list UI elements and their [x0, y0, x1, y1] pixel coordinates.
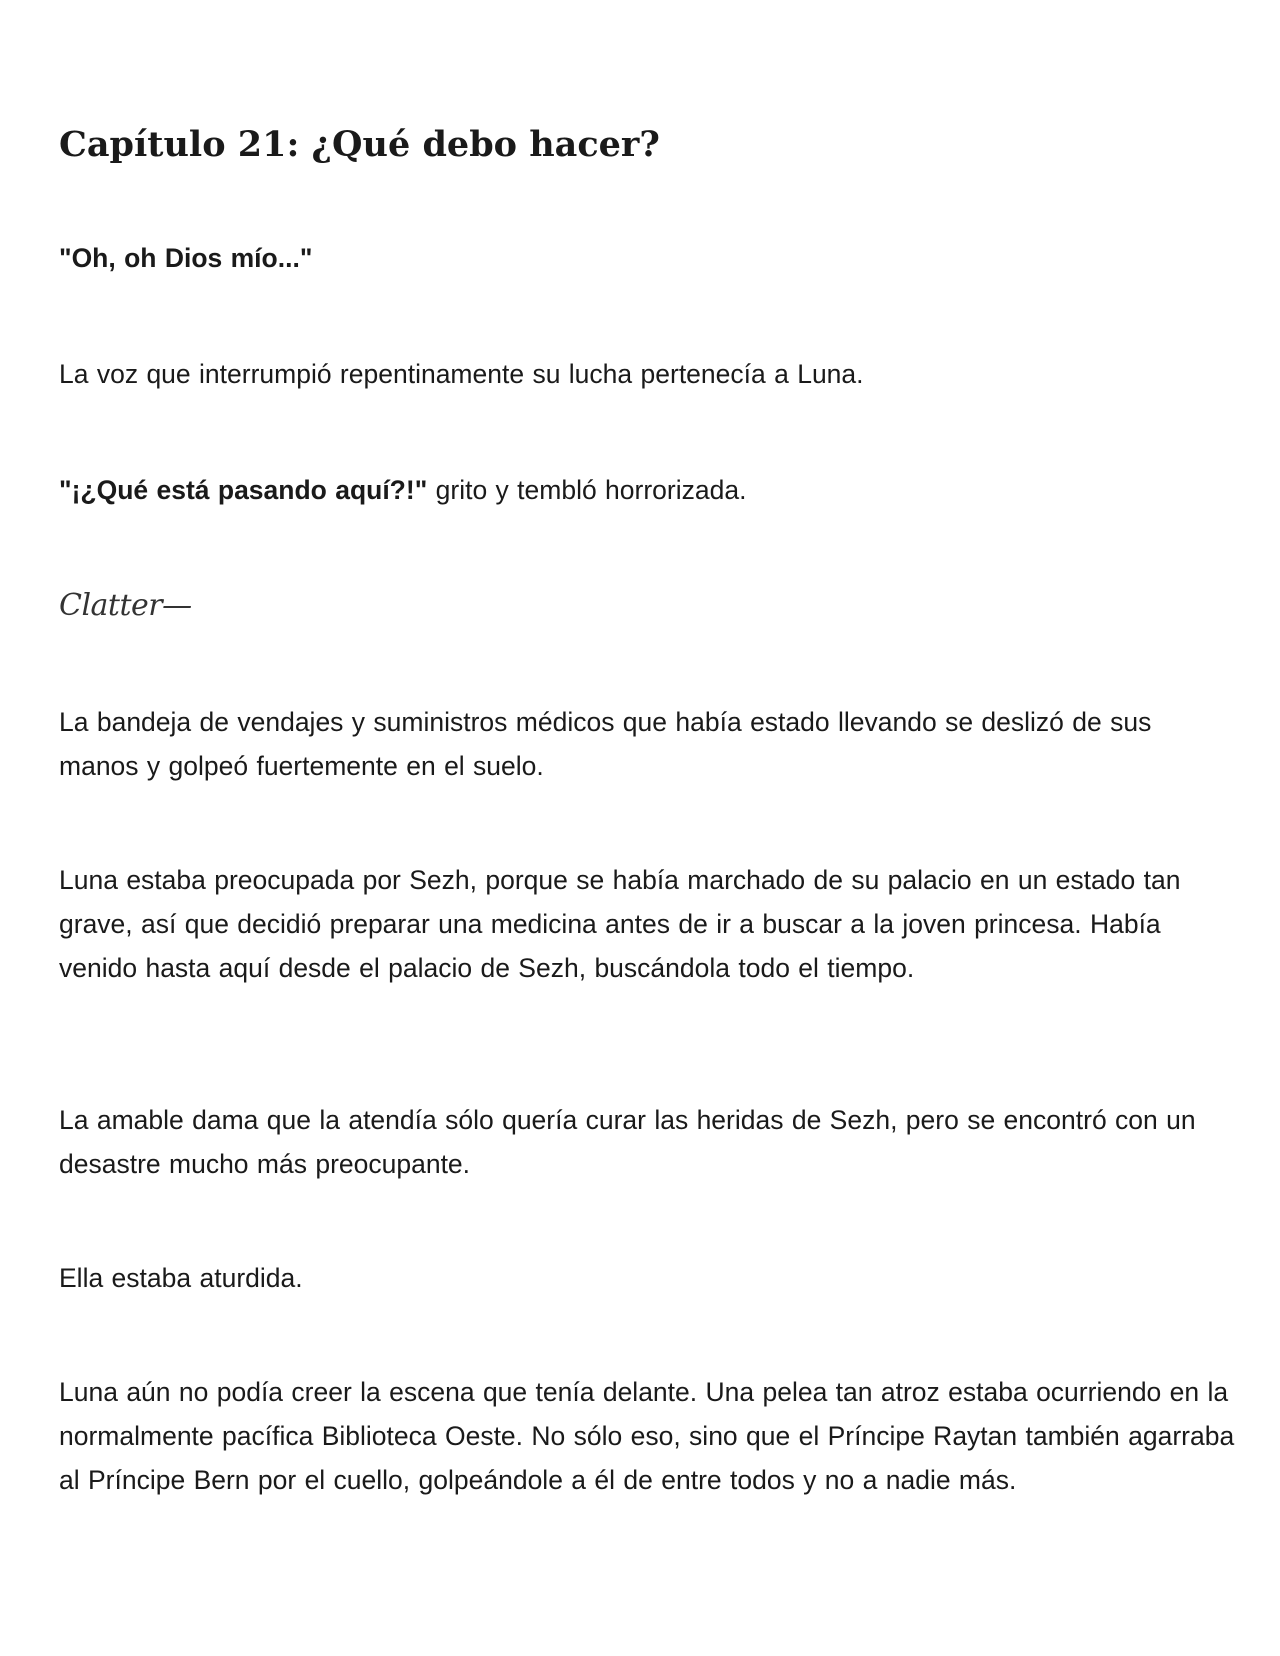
dialogue-paragraph: "Oh, oh Dios mío..."	[59, 243, 313, 273]
dialogue-paragraph-mixed	[59, 468, 1239, 512]
dialogue-quote: "¡¿Qué está pasando aquí?!"	[59, 475, 428, 505]
narration-paragraph: Ella estaba aturdida.	[59, 1263, 303, 1293]
chapter-title: Capítulo 21: ¿Qué debo hacer?	[59, 124, 660, 165]
narration-paragraph: La amable dama que la atendía sólo quería curar las heridas de Sezh, pero se encontró con un desastre mucho más preocupante.	[59, 1105, 1196, 1179]
narration-paragraph: La voz que interrumpió repentinamente su lucha pertenecía a Luna.	[59, 359, 864, 389]
narration-paragraph: Luna estaba preocupada por Sezh, porque se había marchado de su palacio en un estado tan grave, así que decidió preparar una medicina antes de ir a buscar a la joven princesa. Había venido hasta aquí desde el palacio de Sezh, buscándola todo el tiempo.	[59, 865, 1181, 983]
sound-effect: Clatter—	[59, 588, 192, 623]
narration-paragraph: La bandeja de vendajes y suministros médicos que había estado llevando se deslizó de sus manos y golpeó fuertemente en el suelo.	[59, 707, 1152, 781]
dialogue-tag: grito y tembló horrorizada.	[427, 475, 747, 505]
narration-paragraph: Luna aún no podía creer la escena que tenía delante. Una pelea tan atroz estaba ocurriendo en la normalmente pacífica Biblioteca Oeste. No sólo eso, sino que el Príncipe Raytan también agarraba al Príncipe Bern por el cuello, golpeándole a él de entre todos y no a nadie más.	[59, 1377, 1235, 1495]
